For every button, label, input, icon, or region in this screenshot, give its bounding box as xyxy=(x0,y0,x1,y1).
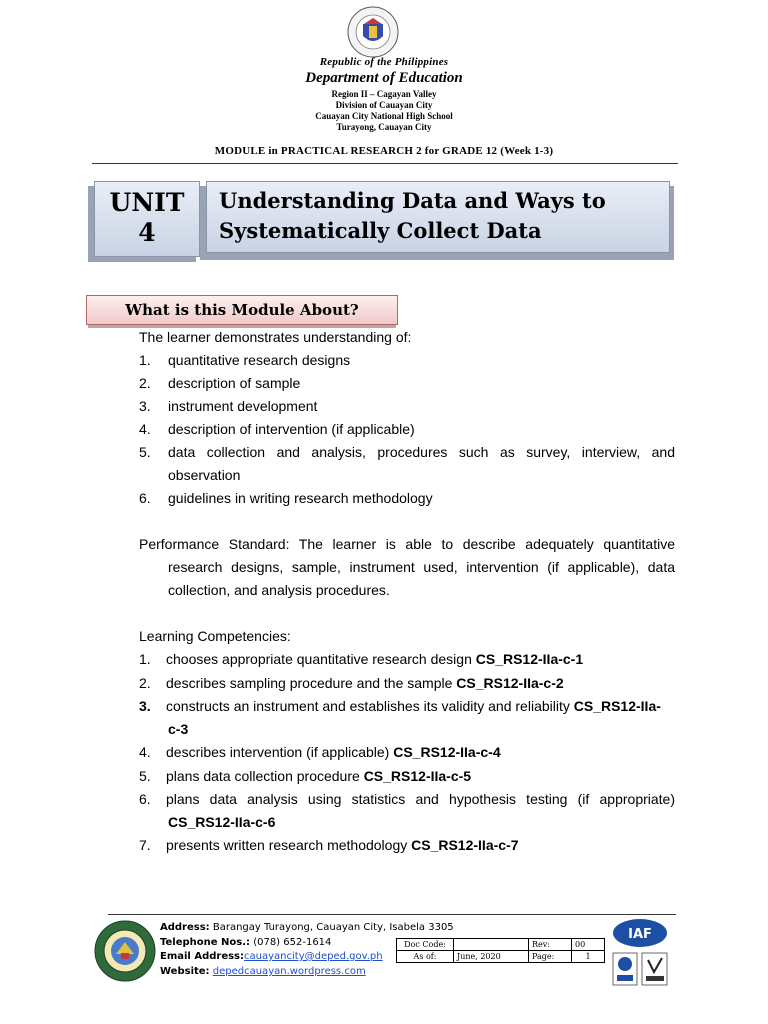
competency-number: 6. xyxy=(139,791,151,807)
competency-code: CS_RS12-IIa-c-1 xyxy=(475,651,584,667)
competency-text: constructs an instrument and establishes its validity and reliability xyxy=(166,698,574,714)
section-title: What is this Module About? xyxy=(86,295,398,325)
competency-item xyxy=(166,834,519,857)
footer-divider xyxy=(108,914,676,915)
competency-code: CS_RS12-IIa-c-2 xyxy=(456,675,564,691)
page-value: 1 xyxy=(572,951,605,963)
location-label: Turayong, Cauayan City xyxy=(336,122,432,132)
competency-item xyxy=(166,765,471,788)
competency-text: describes intervention (if applicable) xyxy=(166,744,394,760)
republic-label: Republic of the Philippines xyxy=(319,56,449,68)
competencies-heading: Learning Competencies: xyxy=(139,628,291,644)
competency-item xyxy=(166,648,583,671)
as-of-value: June, 2020 xyxy=(454,951,529,963)
competency-code: CS_RS12-IIa- xyxy=(573,698,661,714)
competency-number: 7. xyxy=(139,837,151,853)
competency-code-continuation: c-3 xyxy=(168,721,189,737)
iaf-text: IAF xyxy=(628,927,652,942)
competency-text: describes sampling procedure and the sample xyxy=(166,675,457,691)
competency-code: CS_RS12-IIa-c-7 xyxy=(411,837,519,853)
list-item: quantitative research designs xyxy=(168,352,351,368)
competency-code: CS_RS12-IIa-c-5 xyxy=(363,768,472,784)
footer-phone xyxy=(160,936,331,951)
phone-label: Telephone Nos.: xyxy=(160,937,251,948)
website-label: Website: xyxy=(160,966,210,977)
performance-line2: research designs, sample, instrument used, intervention (if applicable), data xyxy=(168,559,675,575)
certification-marks-icon xyxy=(612,952,668,986)
competency-number: 2. xyxy=(139,675,151,691)
address-value: Barangay Turayong, Cauayan City, Isabela 3305 xyxy=(209,922,454,933)
unit-box xyxy=(94,181,200,257)
module-title: MODULE in PRACTICAL RESEARCH 2 for GRADE 12 (Week 1-3) xyxy=(214,145,554,157)
competency-number: 5. xyxy=(139,768,151,784)
list-item-number: 2. xyxy=(139,375,151,391)
competency-text: presents written research methodology xyxy=(166,837,412,853)
footer-address xyxy=(160,921,454,936)
division-seal-icon xyxy=(94,920,156,982)
deped-seal-icon xyxy=(344,6,402,58)
phone-value: (078) 652-1614 xyxy=(250,937,332,948)
competency-item xyxy=(166,741,501,764)
competency-code: CS_RS12-IIa-c-6 xyxy=(168,814,276,830)
competency-item xyxy=(166,695,661,718)
address-label: Address: xyxy=(160,922,210,933)
unit-number: 4 xyxy=(138,218,156,247)
school-label: Cauayan City National High School xyxy=(315,111,453,121)
page-label: Page: xyxy=(529,951,572,963)
competency-text: chooses appropriate quantitative research design xyxy=(166,651,476,667)
list-item: data collection and analysis, procedures such as survey, interview, and xyxy=(168,444,675,460)
document-control-table xyxy=(396,938,605,963)
list-item-number: 6. xyxy=(139,490,151,506)
unit-title-box xyxy=(206,181,670,253)
competency-number: 3. xyxy=(139,698,151,714)
competency-number: 1. xyxy=(139,651,151,667)
footer-email xyxy=(160,950,383,965)
list-item-continuation: observation xyxy=(168,467,241,483)
website-link[interactable]: depedcauayan.wordpress.com xyxy=(212,966,366,977)
division-label: Division of Cauayan City xyxy=(335,100,433,110)
list-item: description of intervention (if applicable) xyxy=(168,421,415,437)
unit-label: UNIT xyxy=(109,188,185,217)
department-label: Department of Education xyxy=(305,70,463,86)
list-item-number: 3. xyxy=(139,398,151,414)
list-item: instrument development xyxy=(168,398,318,414)
list-item: guidelines in writing research methodology xyxy=(168,490,433,506)
list-item-number: 5. xyxy=(139,444,151,460)
list-item-number: 1. xyxy=(139,352,151,368)
iaf-logo-icon xyxy=(612,918,668,948)
unit-title-line2: Systematically Collect Data xyxy=(219,218,542,243)
performance-line3: collection, and analysis procedures. xyxy=(168,582,390,598)
as-of-label: As of: xyxy=(397,951,454,963)
list-item-number: 4. xyxy=(139,421,151,437)
performance-line1: Performance Standard: The learner is able to describe adequately quantitative xyxy=(139,536,675,552)
unit-title-line1: Understanding Data and Ways to xyxy=(219,188,606,213)
email-link[interactable]: cauayancity@deped.gov.ph xyxy=(244,951,383,962)
footer-website xyxy=(160,965,366,980)
rev-value: 00 xyxy=(572,939,605,951)
rev-label: Rev: xyxy=(529,939,572,951)
competency-code: CS_RS12-IIa-c-4 xyxy=(393,744,501,760)
intro-text: The learner demonstrates understanding of: xyxy=(139,329,412,345)
list-item: description of sample xyxy=(168,375,301,391)
doc-code-label: Doc Code: xyxy=(397,939,454,951)
competency-item xyxy=(166,672,564,695)
email-label: Email Address: xyxy=(160,951,245,962)
competency-number: 4. xyxy=(139,744,151,760)
competency-text: plans data analysis using statistics and hypothesis testing (if appropriate) xyxy=(166,791,675,807)
doc-code-value xyxy=(454,939,529,951)
header-divider xyxy=(92,163,678,164)
competency-text: plans data collection procedure xyxy=(166,768,364,784)
region-label: Region II – Cagayan Valley xyxy=(331,89,437,99)
